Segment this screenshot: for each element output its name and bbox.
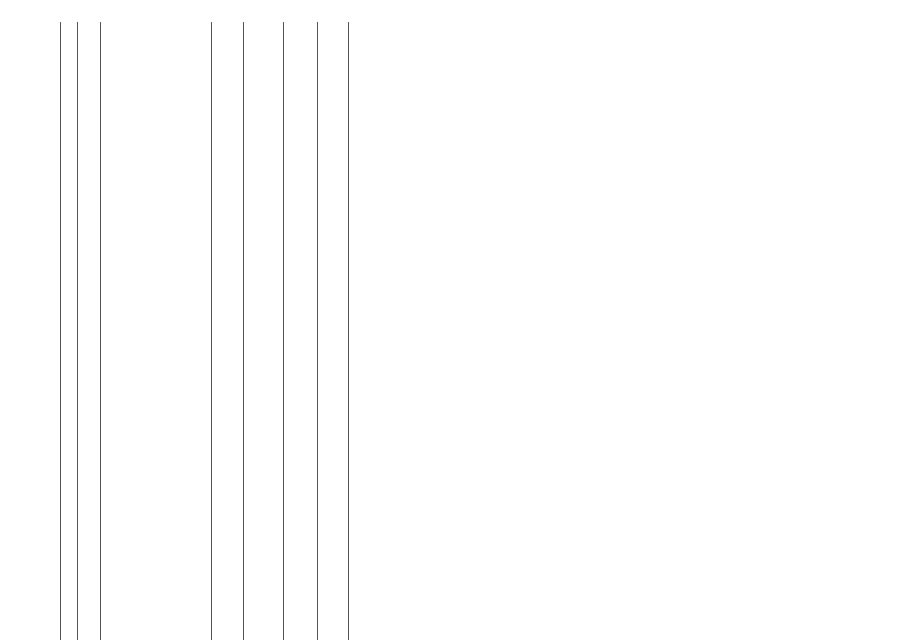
works-schedule-grid — [380, 22, 845, 640]
